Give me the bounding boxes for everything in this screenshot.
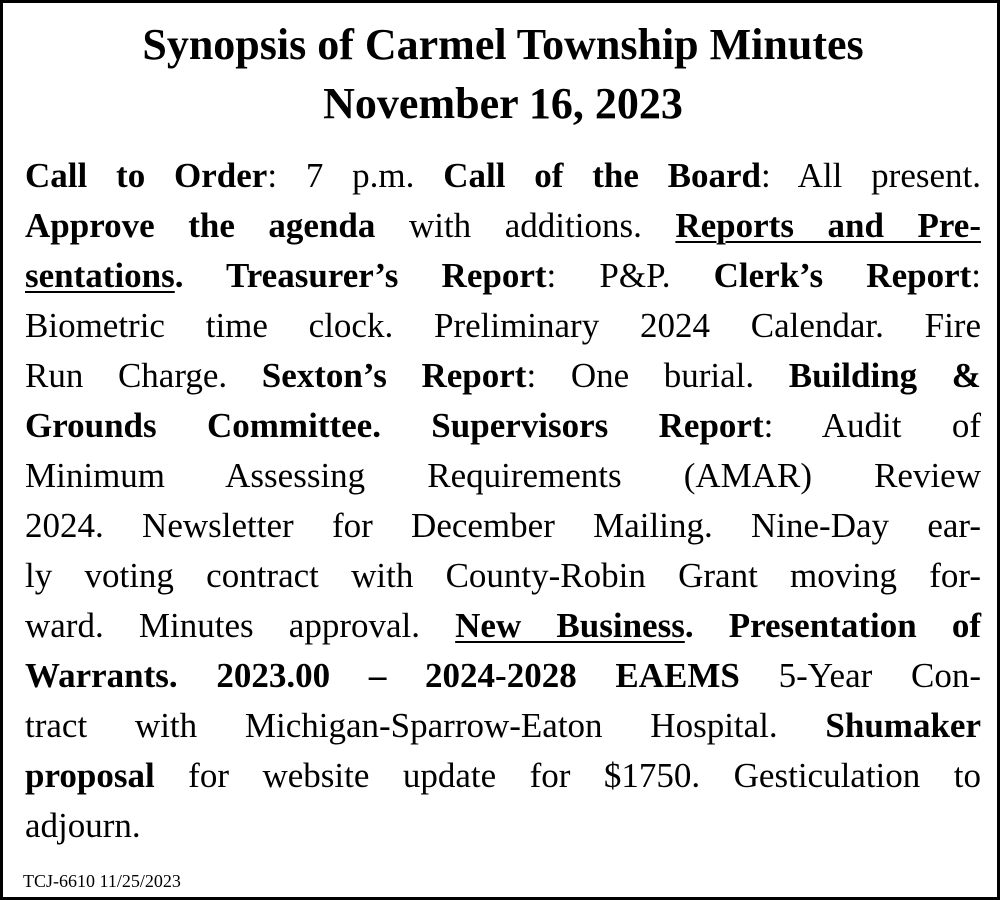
reports-heading: Reports and Pre- bbox=[675, 206, 981, 245]
shumaker-label: Shumaker bbox=[825, 706, 981, 745]
clerk-report-text-continued: Run Charge. bbox=[25, 356, 262, 395]
minutes-body bbox=[25, 151, 981, 851]
clerk-report-colon: : bbox=[971, 256, 982, 295]
sexton-report-label: Sexton’s Report bbox=[261, 356, 527, 395]
new-business-heading: New Business bbox=[455, 606, 685, 645]
meeting-date: November 16, 2023 bbox=[323, 79, 683, 128]
sexton-report-text: : One burial. bbox=[526, 356, 789, 395]
clerk-report-label: Clerk’s Report bbox=[713, 256, 972, 295]
call-of-board-text: : All present. bbox=[761, 156, 981, 195]
call-of-board-label: Call of the Board bbox=[443, 156, 762, 195]
supervisors-report-text-2: Minimum Assessing Requirements (AMAR) Review bbox=[25, 456, 981, 495]
treasurer-report-label: Treasurer’s Report bbox=[183, 256, 547, 295]
minutes-line-11 bbox=[25, 651, 981, 701]
treasurer-report-text: : P&P. bbox=[546, 256, 714, 295]
supervisors-report-text-5: ward. Minutes approval. bbox=[25, 606, 456, 645]
eaems-text-continued: tract with Michigan-Sparrow-Eaton Hospital. bbox=[25, 706, 826, 745]
reports-heading-continued: sentations bbox=[25, 256, 175, 295]
building-committee-label: Building & bbox=[788, 356, 981, 395]
shumaker-proposal-label: proposal bbox=[25, 756, 155, 795]
minutes-line-14 bbox=[25, 801, 981, 851]
publication-reference: TCJ-6610 11/25/2023 bbox=[23, 871, 181, 891]
minutes-line-2 bbox=[25, 201, 981, 251]
call-to-order-label: Call to Order bbox=[25, 156, 268, 195]
minutes-line-10 bbox=[25, 601, 981, 651]
eaems-text: 5-Year Con- bbox=[739, 656, 982, 695]
eaems-label: Warrants. 2023.00 – 2024-2028 EAEMS bbox=[25, 656, 740, 695]
supervisors-report-label: Grounds Committee. Supervisors Report bbox=[25, 406, 764, 445]
minutes-line-9 bbox=[25, 551, 981, 601]
call-to-order-text: : 7 p.m. bbox=[267, 156, 444, 195]
approve-agenda-label: Approve the agenda bbox=[25, 206, 376, 245]
warrants-label: . Presentation of bbox=[684, 606, 981, 645]
approve-agenda-text: with additions. bbox=[375, 206, 676, 245]
reports-period: . bbox=[174, 256, 184, 295]
minutes-line-12 bbox=[25, 701, 981, 751]
minutes-line-1 bbox=[25, 151, 981, 201]
clerk-report-text: Biometric time clock. Preliminary 2024 Calendar. Fire bbox=[25, 306, 981, 345]
supervisors-report-text: : Audit of bbox=[763, 406, 981, 445]
minutes-line-13 bbox=[25, 751, 981, 801]
minutes-line-4 bbox=[25, 301, 981, 351]
supervisors-report-text-3: 2024. Newsletter for December Mailing. Nine-Day ear- bbox=[25, 506, 981, 545]
notice-title: Synopsis of Carmel Township Minutes bbox=[142, 20, 864, 69]
minutes-line-6 bbox=[25, 401, 981, 451]
minutes-line-3 bbox=[25, 251, 981, 301]
minutes-line-5 bbox=[25, 351, 981, 401]
shumaker-proposal-text: for website update for $1750. Gesticulation to bbox=[154, 756, 981, 795]
minutes-line-8 bbox=[25, 501, 981, 551]
closing-text: adjourn. bbox=[25, 806, 141, 845]
supervisors-report-text-4: ly voting contract with County-Robin Grant moving for- bbox=[25, 556, 981, 595]
minutes-line-7 bbox=[25, 451, 981, 501]
